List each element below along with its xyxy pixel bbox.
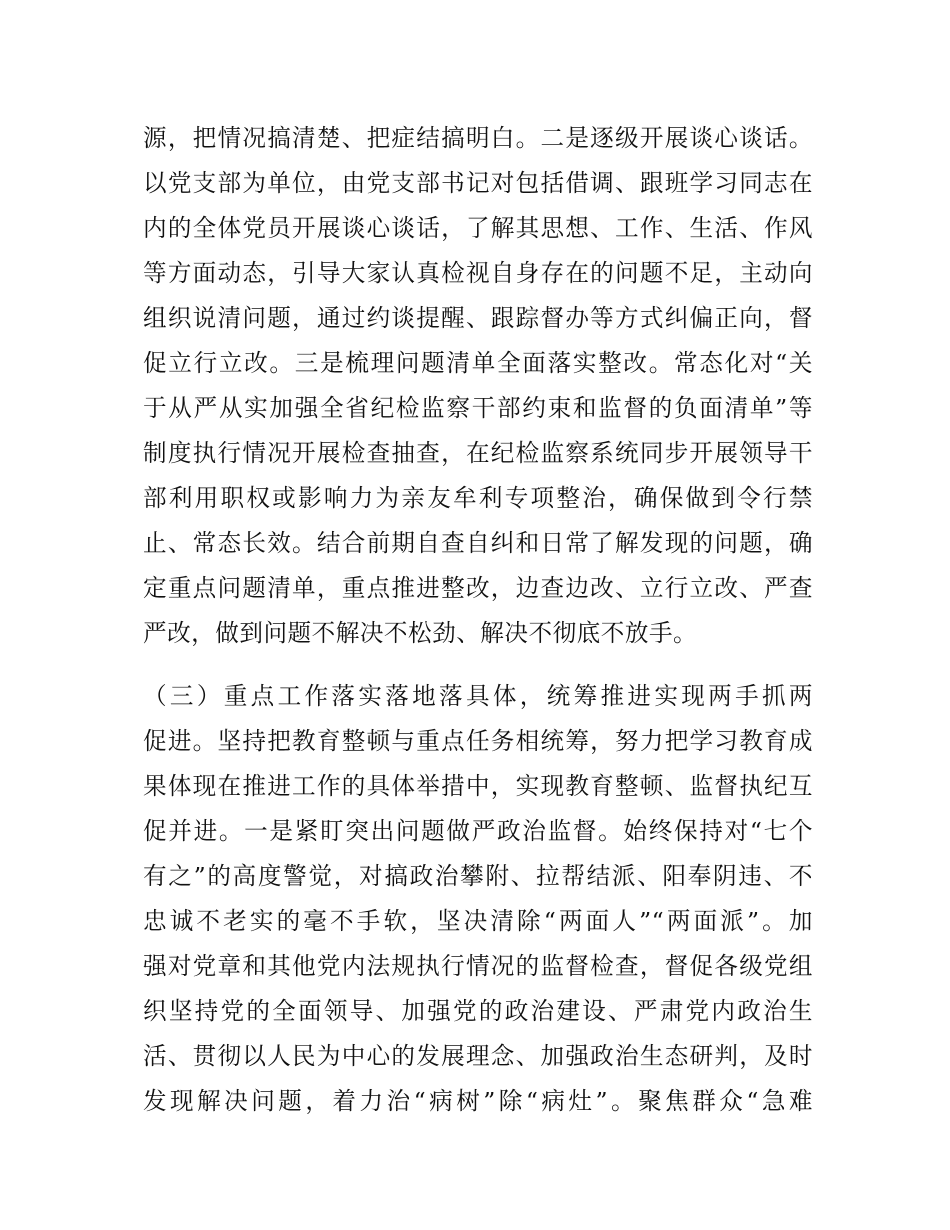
- paragraph: [143, 674, 813, 1124]
- text-line: 以党支部为单位，由党支部书记对包括借调、跟班学习同志在: [143, 169, 813, 197]
- text-line: 部利用职权或影响力为亲友牟利专项整治，确保做到令行禁: [143, 484, 813, 512]
- text-line: 组织说清问题，通过约谈提醒、跟踪督办等方式纠偏正向，督: [143, 304, 813, 332]
- text-line: 等方面动态，引导大家认真检视自身存在的问题不足，主动向: [143, 259, 813, 287]
- text-line: 促进。坚持把教育整顿与重点任务相统筹，努力把学习教育成: [143, 727, 813, 755]
- text-line: 果体现在推进工作的具体举措中，实现教育整顿、监督执纪互: [143, 772, 813, 800]
- text-line: 有之”的高度警觉，对搞政治攀附、拉帮结派、阳奉阴违、不: [143, 862, 813, 890]
- text-line: （三）重点工作落实落地落具体，统筹推进实现两手抓两: [143, 682, 813, 710]
- text-line: 内的全体党员开展谈心谈话，了解其思想、工作、生活、作风: [143, 214, 813, 242]
- text-line: 定重点问题清单，重点推进整改，边查边改、立行立改、严查: [143, 574, 813, 602]
- text-line: 强对党章和其他党内法规执行情况的监督检查，督促各级党组: [143, 952, 813, 980]
- text-line: 制度执行情况开展检查抽查，在纪检监察系统同步开展领导干: [143, 439, 813, 467]
- text-line: 织坚持党的全面领导、加强党的政治建设、严肃党内政治生: [143, 997, 813, 1025]
- text-line: 源，把情况搞清楚、把症结搞明白。二是逐级开展谈心谈话。: [143, 124, 813, 152]
- text-line: 止、常态长效。结合前期自查自纠和日常了解发现的问题，确: [143, 529, 813, 557]
- text-line: 忠诚不老实的毫不手软，坚决清除“两面人”“两面派”。加: [143, 907, 813, 935]
- text-line: 严改，做到问题不解决不松劲、解决不彻底不放手。: [143, 619, 698, 647]
- text-line: 活、贯彻以人民为中心的发展理念、加强政治生态研判，及时: [143, 1042, 813, 1070]
- paragraph-spacer: [143, 656, 813, 674]
- text-line: 发现解决问题，着力治“病树”除“病灶”。聚焦群众“急难: [143, 1087, 813, 1115]
- text-line: 于从严从实加强全省纪检监察干部约束和监督的负面清单”等: [143, 394, 813, 422]
- text-line: 促并进。一是紧盯突出问题做严政治监督。始终保持对“七个: [143, 817, 813, 845]
- text-line: 促立行立改。三是梳理问题清单全面落实整改。常态化对“关: [143, 349, 813, 377]
- paragraph: [143, 116, 813, 656]
- document-body: [143, 116, 813, 1124]
